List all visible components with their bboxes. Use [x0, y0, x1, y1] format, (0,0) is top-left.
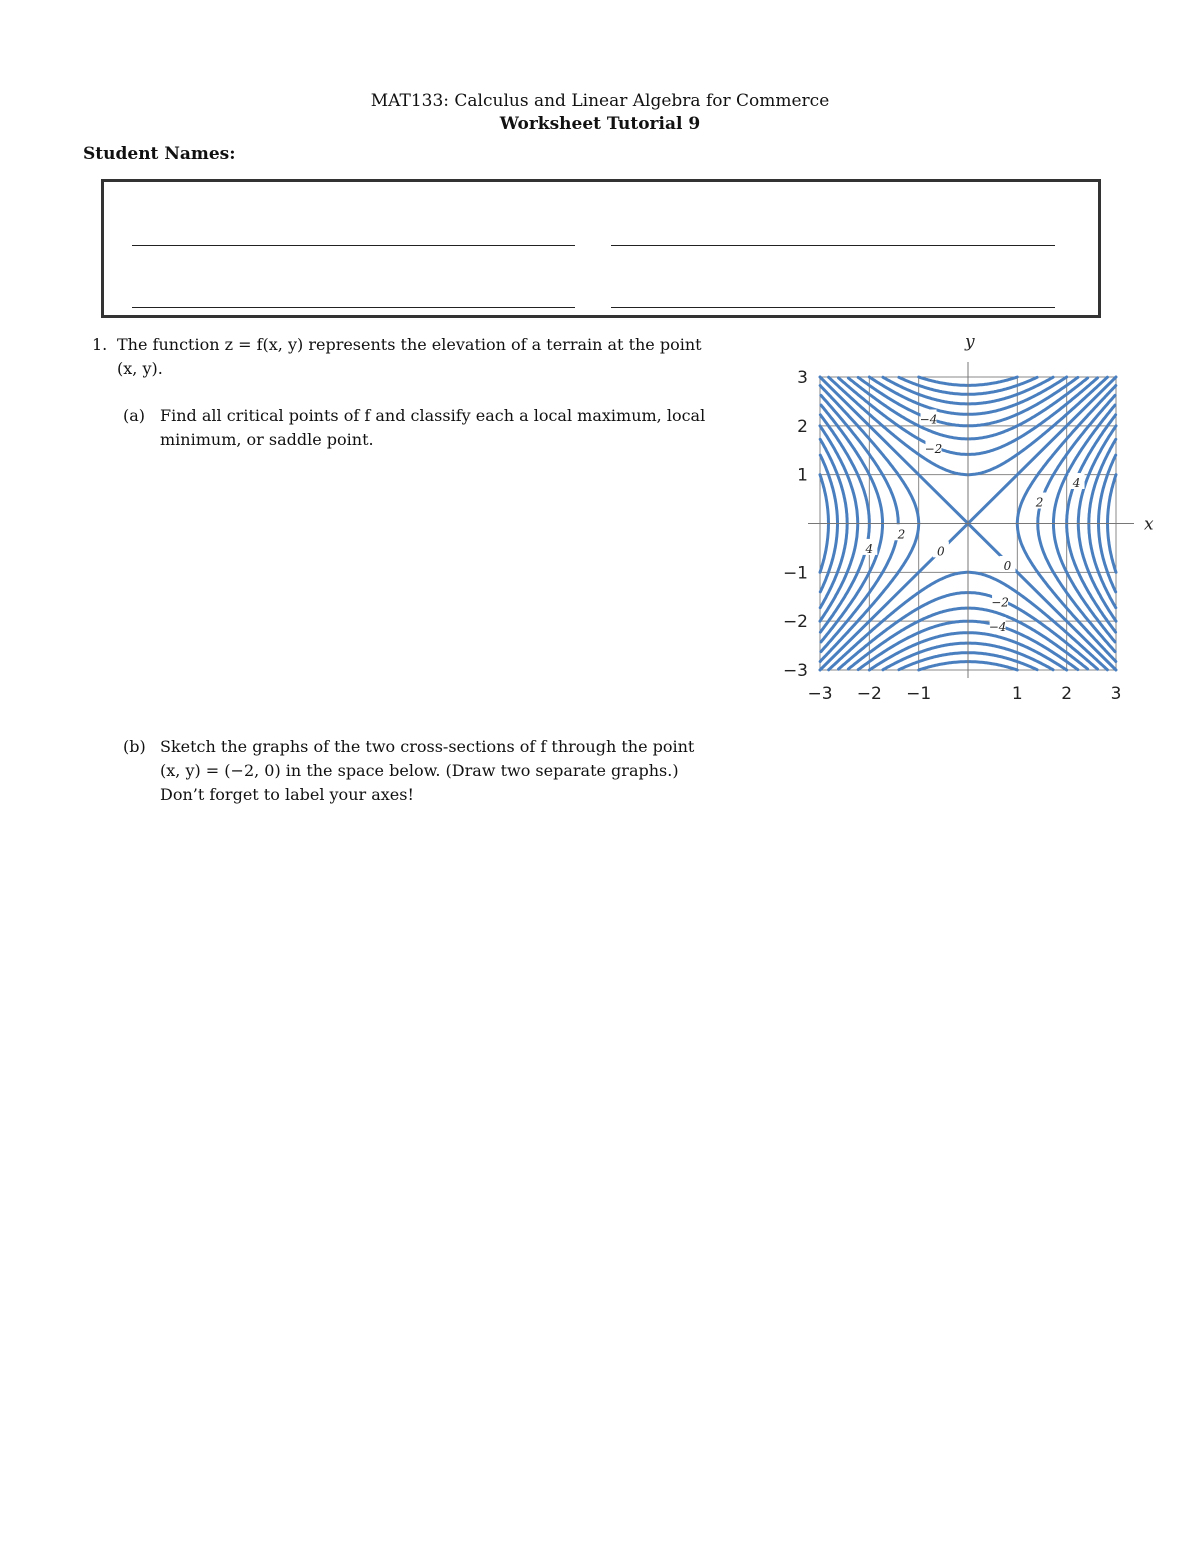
question-1-number: 1. [92, 335, 108, 354]
y-tick-label: −2 [782, 612, 808, 633]
x-tick-label: −3 [807, 684, 833, 704]
part-b-line3: Don’t forget to label your axes! [160, 785, 414, 804]
y-tick-label: 1 [797, 465, 808, 486]
course-title: MAT133: Calculus and Linear Algebra for Commerce [370, 91, 830, 111]
contour-label: 4 [1072, 475, 1081, 490]
part-a-line2: minimum, or saddle point. [160, 430, 374, 449]
part-a-line1: Find all critical points of f and classify each a local maximum, local [160, 406, 706, 425]
x-tick-label: −1 [906, 684, 932, 704]
y-axis-label: y [965, 332, 975, 352]
y-tick-label: −3 [782, 661, 808, 681]
x-axis-label: x [1144, 514, 1154, 535]
y-tick-label: 3 [797, 368, 808, 388]
contour-label: −4 [919, 412, 938, 427]
x-tick-label: −2 [856, 684, 882, 704]
contour-label: 2 [1035, 495, 1044, 510]
part-b-label: (b) [123, 737, 146, 756]
question-1-line1: The function z = f(x, y) represents the elevation of a terrain at the point [117, 335, 702, 354]
contour-plot [0, 0, 1200, 720]
part-b-text [160, 735, 745, 807]
contour-label: −2 [924, 441, 943, 456]
part-a-label: (a) [123, 406, 146, 425]
x-tick-label: 2 [1061, 684, 1073, 704]
contour-label: 2 [897, 527, 906, 542]
contour-label: −2 [991, 595, 1009, 610]
part-b-line2: (x, y) = (−2, 0) in the space below. (Draw two separate graphs.) [160, 761, 679, 780]
contour-label: 0 [937, 544, 945, 559]
y-tick-label: −1 [782, 563, 808, 584]
worksheet-title: Worksheet Tutorial 9 [499, 114, 701, 134]
y-tick-label: 2 [797, 416, 808, 437]
x-tick-label: 3 [1110, 684, 1122, 704]
contour-label: −4 [988, 620, 1007, 635]
contour-label: 0 [1003, 559, 1012, 574]
part-b-line1: Sketch the graphs of the two cross-sections of f through the point [160, 737, 695, 756]
contour-label: 4 [865, 541, 874, 556]
question-1-line2: (x, y). [117, 359, 163, 378]
x-tick-label: 1 [1011, 684, 1023, 704]
student-names-label: Student Names: [83, 144, 236, 164]
